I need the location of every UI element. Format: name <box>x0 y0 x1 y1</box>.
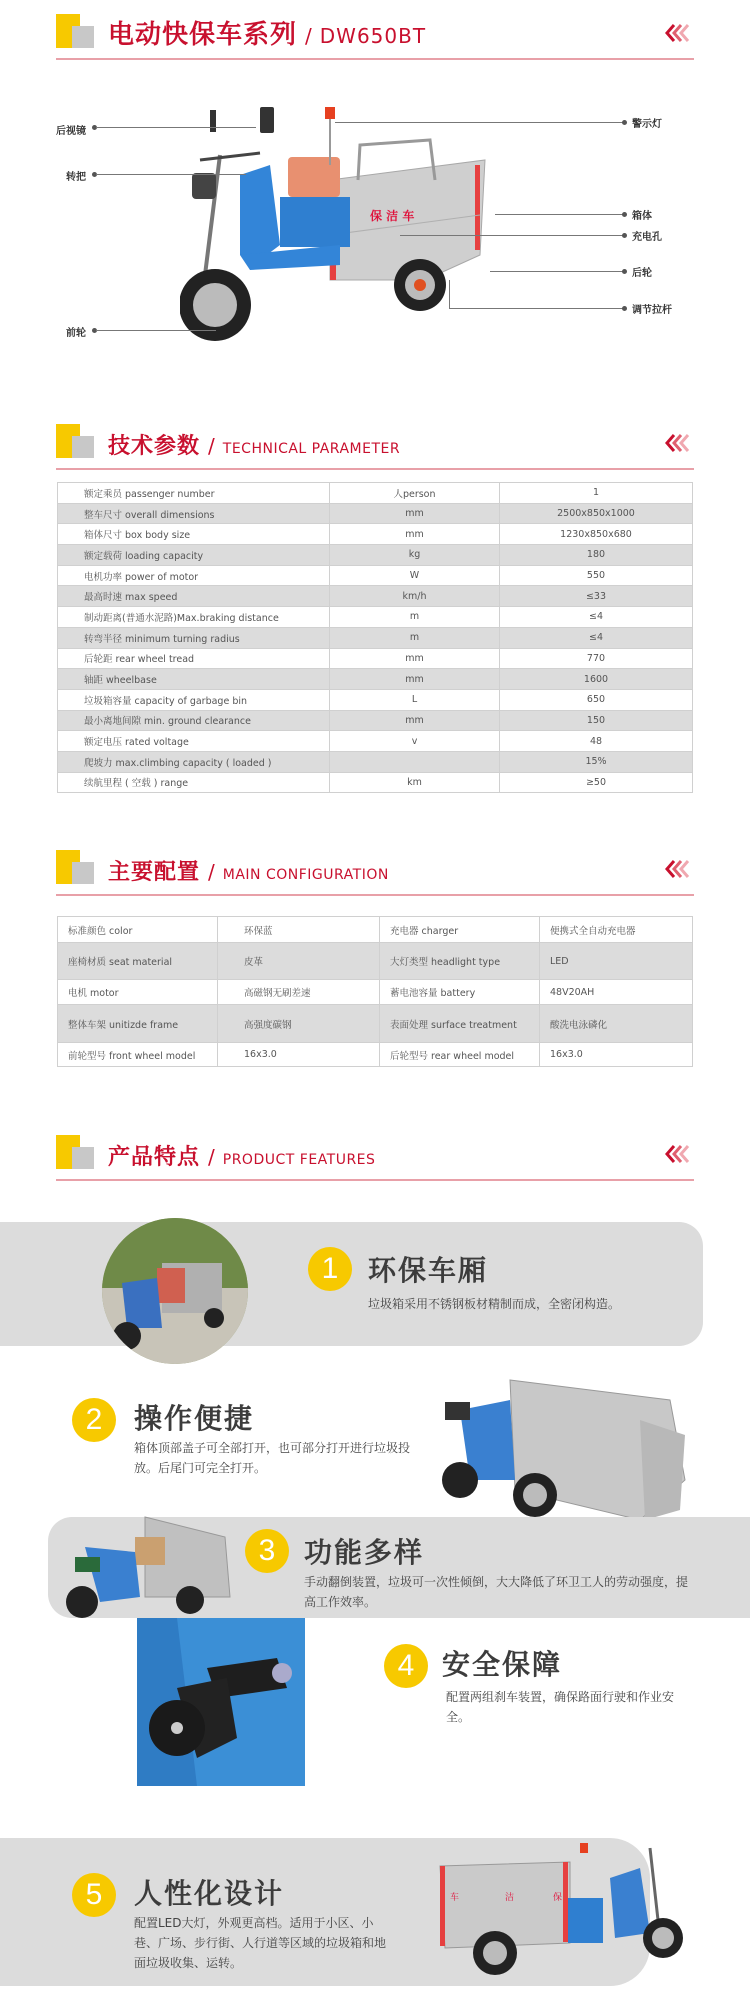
param-value: 15% <box>500 751 693 772</box>
callout-charging-port: 充电孔 <box>632 232 662 243</box>
param-unit: W <box>330 565 500 586</box>
feature-title: 安全保障 <box>442 1648 563 1681</box>
triple-chevron-left-icon <box>664 22 694 44</box>
callout-line <box>495 214 625 215</box>
callout-throttle: 转把 <box>66 172 86 183</box>
section-title-en: PRODUCT FEATURES <box>222 1152 376 1168</box>
callout-line <box>96 127 256 128</box>
feature-description: 垃圾箱采用不锈钢板材精制而成，全密闭构造。 <box>368 1297 621 1311</box>
feature-title: 操作便捷 <box>134 1402 255 1435</box>
vehicle-illustration <box>180 105 580 355</box>
features-section-header <box>56 1135 694 1175</box>
param-value: ≤4 <box>500 607 693 628</box>
table-row <box>58 689 693 710</box>
param-value: 48 <box>500 731 693 752</box>
section-title <box>108 1147 375 1169</box>
table-row <box>58 669 693 690</box>
config-key: 座椅材质 seat material <box>58 943 218 980</box>
section-title-en: MAIN CONFIGURATION <box>222 867 389 883</box>
table-row <box>58 607 693 628</box>
feature-number-badge: 3 <box>245 1529 289 1573</box>
callout-dot <box>622 120 627 125</box>
param-unit: 人person <box>330 483 500 504</box>
triple-chevron-left-icon <box>664 1143 694 1165</box>
param-value: 650 <box>500 689 693 710</box>
config-key: 前轮型号 front wheel model <box>58 1043 218 1067</box>
config-value: 48V20AH <box>540 980 693 1005</box>
param-name: 额定电压 rated voltage <box>58 731 330 752</box>
config-key: 表面处理 surface treatment <box>380 1005 540 1043</box>
callout-dot <box>622 269 627 274</box>
section-title-cn: 主要配置 <box>108 860 201 885</box>
config-key: 标准颜色 color <box>58 917 218 943</box>
page-header <box>56 14 694 54</box>
title-slash: / <box>305 24 312 48</box>
param-name: 箱体尺寸 box body size <box>58 524 330 545</box>
config-value: 酸洗电泳磷化 <box>540 1005 693 1043</box>
param-unit: m <box>330 627 500 648</box>
tech-parameter-table <box>57 482 693 793</box>
callout-warning-light: 警示灯 <box>632 119 662 130</box>
param-unit: kg <box>330 545 500 566</box>
config-key: 整体车架 unitizde frame <box>58 1005 218 1043</box>
section-title-slash: / <box>208 434 215 458</box>
table-row <box>58 648 693 669</box>
param-value: 1 <box>500 483 693 504</box>
config-value: 皮革 <box>218 943 380 980</box>
table-row <box>58 483 693 504</box>
param-unit: km <box>330 772 500 793</box>
param-name: 额定载荷 loading capacity <box>58 545 330 566</box>
config-value: 高强度碳钢 <box>218 1005 380 1043</box>
config-value: 环保蓝 <box>218 917 380 943</box>
config-section-header <box>56 850 694 890</box>
table-row <box>58 1043 693 1067</box>
param-value: 2500x850x1000 <box>500 503 693 524</box>
param-value: 180 <box>500 545 693 566</box>
main-config-table <box>57 916 693 1067</box>
callout-line <box>400 235 625 236</box>
param-unit: m <box>330 607 500 628</box>
callout-box-body: 箱体 <box>632 211 652 222</box>
param-unit: v <box>330 731 500 752</box>
feature-number-badge: 1 <box>308 1247 352 1291</box>
param-value: 1600 <box>500 669 693 690</box>
param-name: 后轮距 rear wheel tread <box>58 648 330 669</box>
config-value: 16x3.0 <box>540 1043 693 1067</box>
param-name: 整车尺寸 overall dimensions <box>58 503 330 524</box>
param-unit: mm <box>330 710 500 731</box>
param-name: 轴距 wheelbase <box>58 669 330 690</box>
param-name: 转弯半径 minimum turning radius <box>58 627 330 648</box>
config-value: 16x3.0 <box>218 1043 380 1067</box>
callout-line <box>449 280 450 308</box>
param-unit: L <box>330 689 500 710</box>
table-row <box>58 772 693 793</box>
title-cn: 电动快保车系列 <box>108 20 298 50</box>
header-gray-block <box>72 862 94 884</box>
feature-title: 人性化设计 <box>134 1877 285 1910</box>
config-value: LED <box>540 943 693 980</box>
table-row <box>58 751 693 772</box>
param-value: ≥50 <box>500 772 693 793</box>
section-rule <box>56 468 694 470</box>
callout-line <box>449 308 625 309</box>
feature-photo-4 <box>137 1618 305 1786</box>
table-row <box>58 731 693 752</box>
param-unit: km/h <box>330 586 500 607</box>
section-title-en: TECHNICAL PARAMETER <box>222 441 401 457</box>
table-row <box>58 943 693 980</box>
config-key: 后轮型号 rear wheel model <box>380 1043 540 1067</box>
table-row <box>58 503 693 524</box>
svg-text:保 洁 车: 保 洁 车 <box>370 209 415 223</box>
feature-photo-2 <box>440 1360 690 1520</box>
callout-dot <box>622 233 627 238</box>
triple-chevron-left-icon <box>664 858 694 880</box>
config-key: 充电器 charger <box>380 917 540 943</box>
config-key: 蓄电池容量 battery <box>380 980 540 1005</box>
table-row <box>58 917 693 943</box>
callout-line <box>490 271 625 272</box>
section-title-slash: / <box>208 1145 215 1169</box>
header-gray-block <box>72 436 94 458</box>
config-key: 大灯类型 headlight type <box>380 943 540 980</box>
tech-section-header <box>56 424 694 464</box>
svg-text:保: 保 <box>553 1893 563 1903</box>
param-name: 垃圾箱容量 capacity of garbage bin <box>58 689 330 710</box>
config-value: 便携式全自动充电器 <box>540 917 693 943</box>
vehicle-diagram <box>0 90 750 360</box>
param-name: 最高时速 max speed <box>58 586 330 607</box>
param-value: ≤4 <box>500 627 693 648</box>
callout-front-wheel: 前轮 <box>66 328 86 339</box>
table-row <box>58 545 693 566</box>
config-key: 电机 motor <box>58 980 218 1005</box>
section-title-slash: / <box>208 860 215 884</box>
callout-dot <box>622 306 627 311</box>
feature-number-badge: 2 <box>72 1398 116 1442</box>
table-row <box>58 1005 693 1043</box>
param-unit <box>330 751 500 772</box>
table-row <box>58 586 693 607</box>
header-rule <box>56 58 694 60</box>
param-name: 爬坡力 max.climbing capacity ( loaded ) <box>58 751 330 772</box>
feature-description: 配置两组刹车装置，确保路面行驶和作业安全。 <box>446 1690 675 1724</box>
section-title <box>108 862 389 884</box>
param-unit: mm <box>330 524 500 545</box>
feature-title: 环保车厢 <box>368 1254 489 1287</box>
feature-description: 箱体顶部盖子可全部打开，也可部分打开进行垃圾投放。后尾门可完全打开。 <box>134 1441 411 1475</box>
table-row <box>58 627 693 648</box>
feature-number-badge: 5 <box>72 1873 116 1917</box>
section-title-cn: 技术参数 <box>108 434 201 459</box>
param-name: 额定乘员 passenger number <box>58 483 330 504</box>
table-row <box>58 524 693 545</box>
param-name: 续航里程 ( 空载 ) range <box>58 772 330 793</box>
param-name: 电机功率 power of motor <box>58 565 330 586</box>
feature-number-badge: 4 <box>384 1644 428 1688</box>
svg-text:车: 车 <box>450 1893 460 1903</box>
section-rule <box>56 894 694 896</box>
feature-title: 功能多样 <box>304 1536 425 1569</box>
callout-line <box>96 330 216 331</box>
config-value: 高磁钢无刷差速 <box>218 980 380 1005</box>
param-unit: mm <box>330 648 500 669</box>
param-value: 770 <box>500 648 693 669</box>
param-value: 150 <box>500 710 693 731</box>
page-title <box>108 22 426 48</box>
section-title <box>108 436 400 458</box>
section-rule <box>56 1179 694 1181</box>
callout-line <box>335 122 625 123</box>
svg-text:洁: 洁 <box>505 1893 515 1903</box>
triple-chevron-left-icon <box>664 432 694 454</box>
param-unit: mm <box>330 669 500 690</box>
param-unit: mm <box>330 503 500 524</box>
header-gray-block <box>72 26 94 48</box>
feature-photo-1 <box>102 1218 248 1364</box>
section-title-cn: 产品特点 <box>108 1145 201 1170</box>
param-value: 550 <box>500 565 693 586</box>
callout-rear-wheel: 后轮 <box>632 268 652 279</box>
table-row <box>58 980 693 1005</box>
param-name: 制动距离(普通水泥路)Max.braking distance <box>58 607 330 628</box>
table-row <box>58 710 693 731</box>
param-value: 1230x850x680 <box>500 524 693 545</box>
callout-adjust-rod: 调节拉杆 <box>632 305 672 316</box>
param-name: 最小离地间隙 min. ground clearance <box>58 710 330 731</box>
feature-description: 手动翻倒装置，垃圾可一次性倾倒，大大降低了环卫工人的劳动强度，提高工作效率。 <box>304 1575 689 1609</box>
feature-photo-5 <box>435 1838 685 1978</box>
table-row <box>58 565 693 586</box>
param-value: ≤33 <box>500 586 693 607</box>
model-number: DW650BT <box>319 24 427 48</box>
header-gray-block <box>72 1147 94 1169</box>
feature-description: 配置LED大灯，外观更高档。适用于小区、小巷、广场、步行街、人行道等区域的垃圾箱和地面垃圾收集、运转。 <box>134 1916 387 1970</box>
feature-photo-3 <box>60 1512 235 1620</box>
callout-mirror: 后视镜 <box>56 126 86 137</box>
callout-dot <box>622 212 627 217</box>
callout-line <box>96 174 246 175</box>
